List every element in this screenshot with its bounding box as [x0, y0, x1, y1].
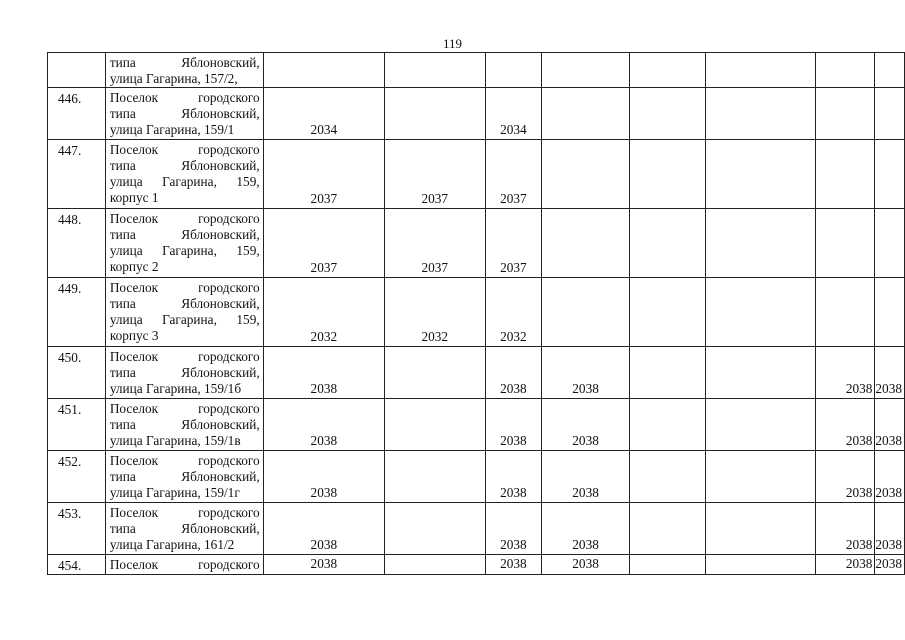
year-cell: 2038	[263, 451, 384, 503]
address-word: типа	[109, 296, 136, 311]
year-cell: 2038	[542, 555, 630, 575]
address-line	[110, 243, 260, 259]
address-cell	[105, 140, 263, 209]
year-cell: 2038	[263, 503, 384, 555]
address-line	[110, 142, 260, 158]
row-number: 450.	[48, 347, 106, 399]
table-row	[48, 278, 905, 347]
address-line	[110, 227, 260, 243]
address-line	[110, 401, 260, 417]
address-word: улица Гагарина, 159/1б	[109, 381, 242, 396]
year-cell: 2038	[263, 555, 384, 575]
year-cell	[542, 53, 630, 88]
address-word: 159,	[236, 243, 260, 258]
year-cell: 2038	[815, 451, 875, 503]
address-word: типа	[109, 469, 136, 484]
table-row	[48, 209, 905, 278]
address-word: Поселок	[109, 349, 159, 364]
address-line	[110, 122, 260, 138]
year-cell	[629, 278, 705, 347]
year-cell	[629, 88, 705, 140]
address-word: улица	[109, 243, 143, 258]
year-cell	[629, 347, 705, 399]
row-number: 453.	[48, 503, 106, 555]
year-cell: 2038	[815, 503, 875, 555]
year-cell	[385, 451, 485, 503]
row-number: 449.	[48, 278, 106, 347]
year-cell: 2038	[875, 503, 905, 555]
address-word: городского	[198, 90, 260, 105]
address-line	[110, 365, 260, 381]
year-cell	[629, 451, 705, 503]
year-cell: 2032	[485, 278, 542, 347]
address-word: Яблоновский,	[181, 365, 260, 380]
address-cell	[105, 451, 263, 503]
address-word: типа	[109, 227, 136, 242]
address-word: корпус 3	[109, 328, 159, 343]
address-word: корпус 2	[109, 259, 159, 274]
year-cell	[815, 53, 875, 88]
year-cell: 2038	[542, 451, 630, 503]
year-cell	[629, 555, 705, 575]
address-line	[110, 485, 260, 501]
address-line	[110, 521, 260, 537]
table-row	[48, 88, 905, 140]
address-line	[110, 280, 260, 296]
address-word: типа	[109, 158, 136, 173]
year-cell	[875, 88, 905, 140]
address-word: Яблоновский,	[181, 227, 260, 242]
address-word: типа	[109, 521, 136, 536]
year-cell	[629, 140, 705, 209]
year-cell	[385, 347, 485, 399]
address-word: Яблоновский,	[181, 55, 260, 70]
year-cell: 2038	[485, 503, 542, 555]
address-word: Поселок	[109, 280, 159, 295]
address-cell	[105, 209, 263, 278]
address-cell	[105, 555, 263, 575]
year-cell	[815, 140, 875, 209]
year-cell: 2037	[485, 140, 542, 209]
year-cell	[706, 209, 815, 278]
address-word: улица Гагарина, 159/1	[109, 122, 235, 137]
address-line	[110, 537, 260, 553]
address-line	[110, 381, 260, 397]
year-cell	[542, 140, 630, 209]
year-cell	[815, 278, 875, 347]
year-cell	[629, 399, 705, 451]
year-cell: 2034	[263, 88, 384, 140]
address-word: городского	[198, 453, 260, 468]
address-word: улица Гагарина, 161/2	[109, 537, 235, 552]
address-line	[110, 174, 260, 190]
year-cell	[875, 278, 905, 347]
year-cell: 2038	[815, 347, 875, 399]
address-line	[110, 158, 260, 174]
page-number: 119	[442, 36, 463, 51]
address-word: Яблоновский,	[181, 469, 260, 484]
year-cell	[706, 555, 815, 575]
year-cell: 2038	[875, 555, 905, 575]
year-cell: 2038	[542, 399, 630, 451]
address-word: Поселок	[109, 453, 159, 468]
address-word: улица	[109, 174, 143, 189]
year-cell: 2037	[263, 209, 384, 278]
table-row	[48, 53, 905, 88]
year-cell: 2038	[485, 399, 542, 451]
year-cell	[629, 503, 705, 555]
year-cell: 2037	[485, 209, 542, 278]
address-word: улица Гагарина, 157/2,	[109, 71, 238, 86]
address-line	[110, 417, 260, 433]
address-word: городского	[198, 349, 260, 364]
year-cell	[385, 503, 485, 555]
data-table	[47, 52, 905, 575]
address-line	[110, 106, 260, 122]
address-word: городского	[198, 557, 260, 572]
address-word: Поселок	[109, 401, 159, 416]
year-cell: 2032	[385, 278, 485, 347]
year-cell: 2038	[815, 399, 875, 451]
address-word: улица Гагарина, 159/1в	[109, 433, 241, 448]
year-cell: 2038	[875, 347, 905, 399]
address-word: городского	[198, 505, 260, 520]
address-cell	[105, 88, 263, 140]
address-line	[110, 505, 260, 521]
table-row	[48, 140, 905, 209]
row-number: 448.	[48, 209, 106, 278]
row-number: 446.	[48, 88, 106, 140]
year-cell	[542, 209, 630, 278]
address-line	[110, 211, 260, 227]
year-cell	[629, 209, 705, 278]
address-word: Поселок	[109, 142, 159, 157]
address-word: корпус 1	[109, 190, 159, 205]
address-word: городского	[198, 142, 260, 157]
row-number: 447.	[48, 140, 106, 209]
address-line	[110, 453, 260, 469]
address-word: типа	[109, 417, 136, 432]
year-cell: 2038	[263, 399, 384, 451]
year-cell: 2038	[542, 503, 630, 555]
year-cell: 2038	[875, 451, 905, 503]
year-cell: 2038	[485, 555, 542, 575]
row-number: 454.	[48, 555, 106, 575]
address-word: Яблоновский,	[181, 417, 260, 432]
table-row	[48, 399, 905, 451]
year-cell	[706, 140, 815, 209]
address-word: типа	[109, 106, 136, 121]
address-line	[110, 469, 260, 485]
address-word: городского	[198, 401, 260, 416]
address-line	[110, 312, 260, 328]
year-cell: 2038	[875, 399, 905, 451]
address-line	[110, 349, 260, 365]
year-cell	[706, 88, 815, 140]
address-word: типа	[109, 365, 136, 380]
address-line	[110, 55, 260, 71]
table-row	[48, 451, 905, 503]
table-row	[48, 555, 905, 575]
year-cell	[815, 209, 875, 278]
address-word: городского	[198, 211, 260, 226]
address-line	[110, 190, 260, 206]
address-word: Гагарина,	[162, 174, 217, 189]
year-cell: 2038	[815, 555, 875, 575]
address-word: Яблоновский,	[181, 296, 260, 311]
year-cell	[875, 140, 905, 209]
address-word: городского	[198, 280, 260, 295]
year-cell: 2037	[385, 140, 485, 209]
year-cell	[485, 53, 542, 88]
year-cell: 2038	[263, 347, 384, 399]
year-cell	[706, 451, 815, 503]
address-line	[110, 71, 260, 87]
address-word: 159,	[236, 174, 260, 189]
address-cell	[105, 399, 263, 451]
address-line	[110, 433, 260, 449]
address-word: Поселок	[109, 90, 159, 105]
address-line	[110, 296, 260, 312]
table-row	[48, 503, 905, 555]
address-line	[110, 90, 260, 106]
address-cell	[105, 53, 263, 88]
year-cell	[706, 347, 815, 399]
address-word: улица Гагарина, 159/1г	[109, 485, 240, 500]
row-number: 451.	[48, 399, 106, 451]
year-cell	[629, 53, 705, 88]
address-word: улица	[109, 312, 143, 327]
row-number	[48, 53, 106, 88]
address-word: Яблоновский,	[181, 158, 260, 173]
address-word: Поселок	[109, 557, 159, 572]
address-line	[110, 557, 260, 573]
address-cell	[105, 503, 263, 555]
year-cell: 2038	[485, 347, 542, 399]
year-cell	[263, 53, 384, 88]
year-cell	[542, 278, 630, 347]
year-cell	[706, 53, 815, 88]
address-cell	[105, 278, 263, 347]
address-word: Гагарина,	[162, 243, 217, 258]
address-word: Яблоновский,	[181, 521, 260, 536]
year-cell	[385, 53, 485, 88]
year-cell: 2037	[385, 209, 485, 278]
address-word: типа	[109, 55, 136, 70]
year-cell: 2032	[263, 278, 384, 347]
address-line	[110, 259, 260, 275]
year-cell	[875, 209, 905, 278]
row-number: 452.	[48, 451, 106, 503]
year-cell	[385, 555, 485, 575]
year-cell	[385, 399, 485, 451]
address-word: Поселок	[109, 211, 159, 226]
year-cell	[875, 53, 905, 88]
address-word: Гагарина,	[162, 312, 217, 327]
year-cell: 2037	[263, 140, 384, 209]
address-line	[110, 328, 260, 344]
address-word: 159,	[236, 312, 260, 327]
year-cell	[815, 88, 875, 140]
year-cell: 2038	[485, 451, 542, 503]
address-word: Поселок	[109, 505, 159, 520]
year-cell: 2038	[542, 347, 630, 399]
year-cell	[706, 503, 815, 555]
year-cell	[706, 278, 815, 347]
address-cell	[105, 347, 263, 399]
year-cell: 2034	[485, 88, 542, 140]
year-cell	[385, 88, 485, 140]
year-cell	[706, 399, 815, 451]
year-cell	[542, 88, 630, 140]
table-row	[48, 347, 905, 399]
address-word: Яблоновский,	[181, 106, 260, 121]
